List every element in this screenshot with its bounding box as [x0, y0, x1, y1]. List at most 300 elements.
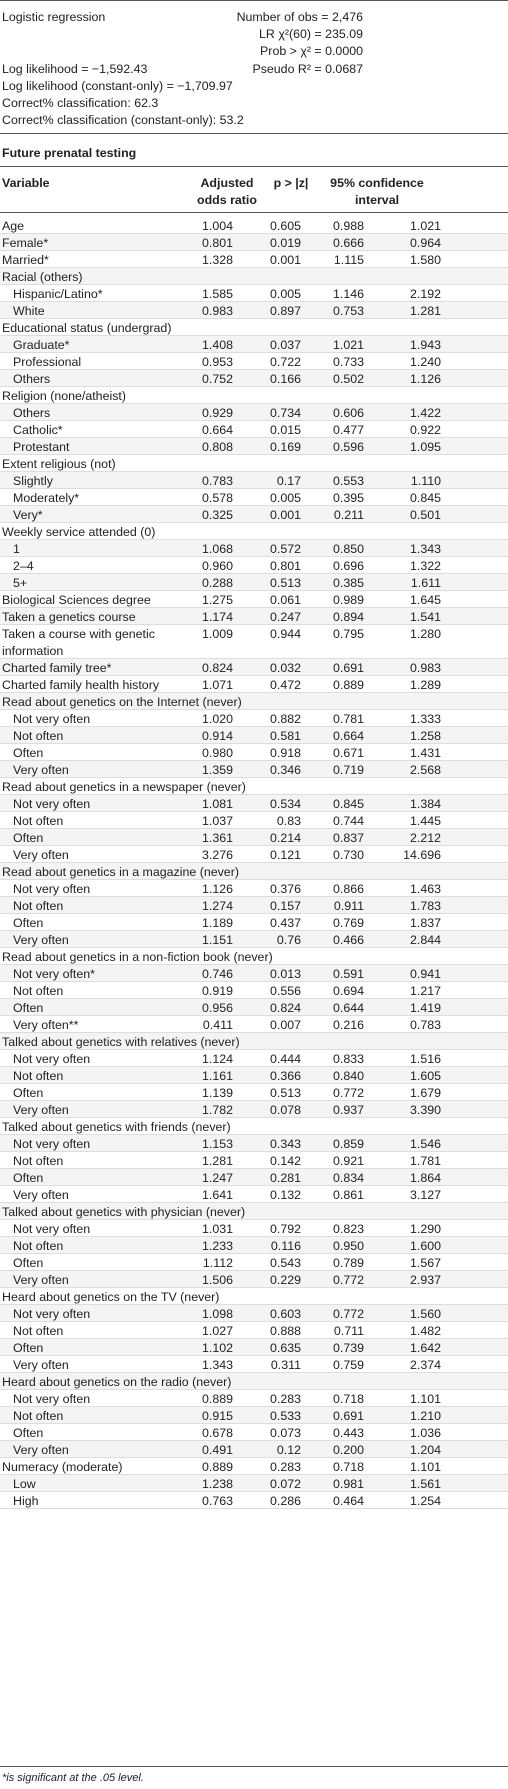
odds-ratio-cell: 0.288 [201, 576, 233, 590]
odds-ratio-cell: 0.411 [202, 1018, 233, 1032]
ci-lower-cell: 0.211 [333, 508, 364, 522]
p-value-cell: 0.073 [269, 1426, 301, 1440]
odds-ratio-cell: 1.233 [201, 1239, 233, 1253]
ci-lower-cell: 0.989 [332, 593, 364, 607]
row-label: Charted family health history [2, 678, 160, 692]
table-row [0, 285, 508, 302]
table-row [0, 710, 508, 727]
table-row [0, 693, 508, 710]
odds-ratio-cell: 0.808 [201, 440, 233, 454]
odds-ratio-cell: 0.889 [201, 1392, 233, 1406]
table-row [0, 880, 508, 897]
p-value-cell: 0.032 [269, 661, 301, 675]
odds-ratio-cell: 0.824 [201, 661, 233, 675]
ci-upper-cell: 1.095 [409, 440, 441, 454]
p-value-cell: 0.001 [269, 508, 301, 522]
p-value-cell: 0.792 [269, 1222, 301, 1236]
table-row [0, 404, 508, 421]
row-label: Read about genetics in a newspaper (never) [2, 780, 246, 794]
ci-upper-cell: 14.696 [403, 848, 441, 862]
header-p [262, 176, 320, 190]
ci-lower-cell: 0.866 [332, 882, 364, 896]
ci-lower-cell: 0.666 [332, 236, 364, 250]
ci-lower-cell: 1.146 [332, 287, 364, 301]
table-row [0, 302, 508, 319]
row-label: Age [2, 219, 25, 233]
row-label: Educational status (undergrad) [2, 321, 172, 335]
table-row [0, 778, 508, 795]
odds-ratio-cell: 1.009 [201, 627, 233, 641]
ci-lower-cell: 0.988 [332, 219, 364, 233]
ci-upper-cell: 1.281 [409, 304, 441, 318]
ci-lower-cell: 0.443 [332, 1426, 364, 1440]
odds-ratio-cell: 0.664 [201, 423, 233, 437]
ci-upper-cell: 1.217 [409, 984, 441, 998]
table-row [0, 1492, 508, 1509]
row-separator [0, 1508, 508, 1509]
ci-lower-cell: 0.711 [333, 1324, 364, 1338]
row-label: Very often [13, 848, 69, 862]
odds-ratio-cell: 0.960 [201, 559, 233, 573]
p-value-cell: 0.944 [269, 627, 301, 641]
p-value-cell: 0.169 [269, 440, 301, 454]
table-row [0, 1186, 508, 1203]
odds-ratio-cell: 0.914 [201, 729, 233, 743]
ci-upper-cell: 3.127 [409, 1188, 441, 1202]
table-row [0, 1356, 508, 1373]
odds-ratio-cell: 1.408 [201, 338, 233, 352]
p-value-cell: 0.283 [269, 1460, 301, 1474]
ci-lower-cell: 0.691 [332, 661, 364, 675]
odds-ratio-cell: 1.081 [201, 797, 233, 811]
ci-upper-cell: 1.541 [409, 610, 441, 624]
table-row [0, 812, 508, 829]
odds-ratio-cell: 1.071 [201, 678, 233, 692]
ci-lower-cell: 0.759 [332, 1358, 364, 1372]
row-label: Often [13, 746, 44, 760]
p-value-cell: 0.472 [269, 678, 301, 692]
ci-lower-cell: 1.115 [333, 253, 364, 267]
row-label: Slightly [13, 474, 53, 488]
p-value-cell: 0.311 [270, 1358, 301, 1372]
p-value-cell: 0.007 [269, 1018, 301, 1032]
p-value-cell: 0.001 [269, 253, 301, 267]
table-row [0, 1339, 508, 1356]
ci-upper-cell: 2.192 [409, 287, 441, 301]
p-value-cell: 0.005 [269, 491, 301, 505]
number-of-obs: Number of obs = 2,476 [236, 10, 363, 24]
odds-ratio-cell: 0.889 [201, 1460, 233, 1474]
ci-lower-cell: 0.691 [332, 1409, 364, 1423]
ci-upper-cell: 0.964 [409, 236, 441, 250]
ci-upper-cell: 1.289 [409, 678, 441, 692]
row-label: Talked about genetics with physician (never) [2, 1205, 246, 1219]
p-value-cell: 0.437 [269, 916, 301, 930]
odds-ratio-cell: 1.506 [201, 1273, 233, 1287]
odds-ratio-cell: 1.238 [201, 1477, 233, 1491]
ci-lower-cell: 0.850 [332, 542, 364, 556]
row-label: Low [13, 1477, 36, 1491]
ci-lower-cell: 0.861 [332, 1188, 364, 1202]
row-label: Married* [2, 253, 49, 267]
row-label: Often [13, 1256, 44, 1270]
ci-upper-cell: 2.568 [409, 763, 441, 777]
odds-ratio-cell: 1.343 [201, 1358, 233, 1372]
header-bottom-rule [0, 212, 508, 213]
odds-ratio-cell: 0.956 [201, 1001, 233, 1015]
table-row [0, 1424, 508, 1441]
row-label: Others [13, 406, 51, 420]
table-row [0, 370, 508, 387]
ci-lower-cell: 0.834 [332, 1171, 364, 1185]
odds-ratio-cell: 0.746 [201, 967, 233, 981]
ci-lower-cell: 0.772 [332, 1273, 364, 1287]
ci-upper-cell: 1.482 [409, 1324, 441, 1338]
row-label: Not often [13, 729, 64, 743]
p-value-cell: 0.513 [269, 576, 301, 590]
ci-upper-cell: 0.845 [409, 491, 441, 505]
row-label-continued: information [2, 644, 64, 658]
odds-ratio-cell: 1.585 [201, 287, 233, 301]
ci-lower-cell: 0.744 [332, 814, 364, 828]
ci-lower-cell: 0.753 [332, 304, 364, 318]
p-value-cell: 0.005 [269, 287, 301, 301]
model-type: Logistic regression [2, 10, 106, 24]
p-value-cell: 0.513 [269, 1086, 301, 1100]
ci-upper-cell: 1.290 [409, 1222, 441, 1236]
row-label: Talked about genetics with relatives (never) [2, 1035, 240, 1049]
table-row [0, 1084, 508, 1101]
table-row [0, 965, 508, 982]
ci-lower-cell: 0.464 [332, 1494, 364, 1508]
p-value-cell: 0.116 [270, 1239, 301, 1253]
table-row [0, 574, 508, 591]
odds-ratio-cell: 1.098 [201, 1307, 233, 1321]
ci-upper-cell: 0.783 [409, 1018, 441, 1032]
row-label: Moderately* [13, 491, 80, 505]
table-row [0, 1033, 508, 1050]
ci-lower-cell: 0.889 [332, 678, 364, 692]
p-value-cell: 0.281 [269, 1171, 301, 1185]
ci-upper-cell: 0.983 [409, 661, 441, 675]
row-label: Hispanic/Latino* [13, 287, 103, 301]
odds-ratio-cell: 0.678 [201, 1426, 233, 1440]
ci-upper-cell: 2.844 [409, 933, 441, 947]
row-label: Not very often [13, 882, 91, 896]
lr-chi2-text: LR χ²(60) = 235.09 [259, 27, 363, 41]
row-label: White [13, 304, 45, 318]
p-value-cell: 0.078 [269, 1103, 301, 1117]
row-label: Graduate* [13, 338, 70, 352]
table-row [0, 999, 508, 1016]
table-row [0, 761, 508, 778]
ci-upper-cell: 1.567 [409, 1256, 441, 1270]
row-label: Not very often [13, 1052, 91, 1066]
ci-lower-cell: 0.718 [332, 1460, 364, 1474]
p-value-cell: 0.037 [269, 338, 301, 352]
ci-lower-cell: 0.477 [332, 423, 364, 437]
table-row [0, 727, 508, 744]
ci-lower-cell: 0.671 [332, 746, 364, 760]
odds-ratio-cell: 1.031 [201, 1222, 233, 1236]
odds-ratio-cell: 1.112 [202, 1256, 233, 1270]
ci-upper-cell: 1.546 [409, 1137, 441, 1151]
odds-ratio-cell: 1.126 [201, 882, 233, 896]
row-label: Often [13, 916, 44, 930]
ci-lower-cell: 0.596 [332, 440, 364, 454]
ci-lower-cell: 0.553 [332, 474, 364, 488]
ci-upper-cell: 1.642 [409, 1341, 441, 1355]
pseudo-r2: Pseudo R² = 0.0687 [252, 62, 363, 76]
row-label: Extent religious (not) [2, 457, 116, 471]
ci-upper-cell: 1.254 [409, 1494, 441, 1508]
table-row [0, 897, 508, 914]
p-value-cell: 0.17 [276, 474, 301, 488]
p-value-cell: 0.12 [276, 1443, 301, 1457]
odds-ratio-cell: 1.275 [201, 593, 233, 607]
ci-upper-cell: 1.204 [409, 1443, 441, 1457]
row-label: Often [13, 1001, 44, 1015]
row-label: Religion (none/atheist) [2, 389, 126, 403]
p-value-cell: 0.897 [269, 304, 301, 318]
row-label: Not very often [13, 712, 91, 726]
ci-upper-cell: 1.101 [409, 1392, 441, 1406]
row-label: Not very often [13, 797, 91, 811]
table-row [0, 1067, 508, 1084]
table-row [0, 1169, 508, 1186]
p-value-cell: 0.214 [269, 831, 301, 845]
odds-ratio-cell: 0.980 [201, 746, 233, 760]
header-top-rule [0, 166, 508, 167]
row-label: Not often [13, 1154, 64, 1168]
ci-lower-cell: 0.200 [332, 1443, 364, 1457]
p-value-cell: 0.882 [269, 712, 301, 726]
row-label: Very often [13, 1358, 69, 1372]
p-value-cell: 0.801 [269, 559, 301, 573]
table-row [0, 744, 508, 761]
table-row [0, 455, 508, 472]
odds-ratio-cell: 0.915 [201, 1409, 233, 1423]
row-label: Biological Sciences degree [2, 593, 151, 607]
odds-ratio-cell: 1.247 [201, 1171, 233, 1185]
odds-ratio-cell: 0.578 [201, 491, 233, 505]
ci-lower-cell: 0.718 [332, 1392, 364, 1406]
ci-upper-cell: 1.036 [409, 1426, 441, 1440]
table-row [0, 234, 508, 251]
odds-ratio-cell: 1.161 [201, 1069, 233, 1083]
table-row [0, 1441, 508, 1458]
table-row [0, 1203, 508, 1220]
table-row [0, 1305, 508, 1322]
table-row [0, 1220, 508, 1237]
row-label: Catholic* [13, 423, 63, 437]
ci-upper-cell: 1.605 [409, 1069, 441, 1083]
odds-ratio-cell: 1.359 [201, 763, 233, 777]
odds-ratio-cell: 1.027 [201, 1324, 233, 1338]
row-label: 5+ [13, 576, 28, 590]
odds-ratio-cell: 1.068 [201, 542, 233, 556]
correct-classification-constant: Correct% classification (constant-only): 53.2 [2, 113, 244, 127]
table-row [0, 1322, 508, 1339]
table-row [0, 557, 508, 574]
row-label: Read about genetics in a non-fiction book (never) [2, 950, 273, 964]
p-value-cell: 0.343 [269, 1137, 301, 1151]
table-row [0, 1254, 508, 1271]
table-row [0, 1475, 508, 1492]
p-value-cell: 0.824 [269, 1001, 301, 1015]
summary-bottom-rule [0, 133, 508, 134]
row-label: Others [13, 372, 51, 386]
row-label: Not often [13, 984, 64, 998]
table-row [0, 319, 508, 336]
row-label: Often [13, 1341, 44, 1355]
ci-lower-cell: 0.823 [332, 1222, 364, 1236]
row-label: Taken a genetics course [2, 610, 136, 624]
row-label: Taken a course with genetic [2, 627, 155, 641]
ci-upper-cell: 0.941 [409, 967, 441, 981]
odds-ratio-cell: 1.641 [201, 1188, 233, 1202]
prob-chi2: Prob > χ² = 0.0000 [260, 44, 363, 58]
table-row [0, 948, 508, 965]
p-value-cell: 0.157 [269, 899, 301, 913]
p-value-cell: 0.581 [269, 729, 301, 743]
table-row [0, 421, 508, 438]
table-row [0, 387, 508, 404]
odds-ratio-cell: 0.929 [201, 406, 233, 420]
row-label: Often [13, 831, 44, 845]
ci-lower-cell: 0.789 [332, 1256, 364, 1270]
row-label: High [13, 1494, 39, 1508]
ci-upper-cell: 1.021 [409, 219, 441, 233]
row-label: Not very often [13, 1137, 91, 1151]
table-row [0, 1458, 508, 1475]
table-row [0, 1373, 508, 1390]
ci-upper-cell: 1.516 [409, 1052, 441, 1066]
table-row [0, 863, 508, 880]
ci-lower-cell: 0.696 [332, 559, 364, 573]
p-value-cell: 0.572 [269, 542, 301, 556]
table-row [0, 1135, 508, 1152]
ci-upper-cell: 1.322 [409, 559, 441, 573]
p-value-cell: 0.166 [269, 372, 301, 386]
row-label: Female* [2, 236, 49, 250]
ci-lower-cell: 0.833 [332, 1052, 364, 1066]
p-value-cell: 0.142 [269, 1154, 301, 1168]
odds-ratio-cell: 0.491 [201, 1443, 233, 1457]
odds-ratio-cell: 0.801 [201, 236, 233, 250]
row-label: Racial (others) [2, 270, 83, 284]
p-value-cell: 0.734 [269, 406, 301, 420]
p-value-cell: 0.019 [269, 236, 301, 250]
odds-ratio-cell: 1.004 [201, 219, 233, 233]
p-value-cell: 0.556 [269, 984, 301, 998]
row-label: 1 [13, 542, 20, 556]
p-value-cell: 0.283 [269, 1392, 301, 1406]
p-value-cell: 0.76 [276, 933, 301, 947]
ci-lower-cell: 0.769 [332, 916, 364, 930]
p-value-cell: 0.603 [269, 1307, 301, 1321]
ci-lower-cell: 0.719 [332, 763, 364, 777]
row-label: Heard about genetics on the radio (never) [2, 1375, 232, 1389]
p-value-cell: 0.366 [269, 1069, 301, 1083]
ci-lower-cell: 0.840 [332, 1069, 364, 1083]
table-row [0, 846, 508, 863]
row-label: Very often [13, 1103, 69, 1117]
ci-upper-cell: 1.611 [410, 576, 441, 590]
row-label: Heard about genetics on the TV (never) [2, 1290, 220, 1304]
row-label: Read about genetics on the Internet (never) [2, 695, 242, 709]
table-row [0, 1390, 508, 1407]
p-value-cell: 0.918 [269, 746, 301, 760]
ci-upper-cell: 2.374 [409, 1358, 441, 1372]
ci-lower-cell: 0.772 [332, 1307, 364, 1321]
ci-upper-cell: 1.600 [409, 1239, 441, 1253]
p-value-cell: 0.229 [269, 1273, 301, 1287]
odds-ratio-cell: 0.763 [201, 1494, 233, 1508]
ci-upper-cell: 1.645 [409, 593, 441, 607]
odds-ratio-cell: 1.361 [201, 831, 233, 845]
row-label: Often [13, 1426, 44, 1440]
table-row [0, 1016, 508, 1033]
header-ci-line2: interval [354, 193, 400, 207]
row-label: Very often [13, 763, 69, 777]
table-row [0, 1118, 508, 1135]
p-value-cell: 0.83 [276, 814, 301, 828]
ci-upper-cell: 1.580 [409, 253, 441, 267]
table-row [0, 489, 508, 506]
ci-upper-cell: 1.240 [409, 355, 441, 369]
ci-lower-cell: 0.981 [332, 1477, 364, 1491]
header-or-line2: odds ratio [197, 193, 257, 207]
odds-ratio-cell: 1.102 [201, 1341, 233, 1355]
ci-lower-cell: 0.664 [332, 729, 364, 743]
row-label: Not often [13, 1324, 64, 1338]
ci-upper-cell: 1.781 [409, 1154, 441, 1168]
row-label: Often [13, 1086, 44, 1100]
odds-ratio-cell: 1.782 [201, 1103, 233, 1117]
row-label: Not often [13, 1409, 64, 1423]
header-or-line1: Adjusted [200, 176, 254, 190]
odds-ratio-cell: 1.189 [201, 916, 233, 930]
p-value-cell: 0.061 [269, 593, 301, 607]
ci-lower-cell: 0.845 [332, 797, 364, 811]
ci-lower-cell: 0.591 [332, 967, 364, 981]
table-row [0, 829, 508, 846]
odds-ratio-cell: 1.124 [201, 1052, 233, 1066]
row-label: Very often [13, 1188, 69, 1202]
table-row [0, 438, 508, 455]
ci-upper-cell: 0.922 [409, 423, 441, 437]
p-value-cell: 0.722 [269, 355, 301, 369]
table-row [0, 540, 508, 557]
odds-ratio-cell: 1.151 [201, 933, 233, 947]
log-likelihood-constant: Log likelihood (constant-only) = −1,709.97 [2, 79, 233, 93]
odds-ratio-cell: 0.919 [201, 984, 233, 998]
ci-upper-cell: 1.463 [409, 882, 441, 896]
ci-lower-cell: 0.385 [332, 576, 364, 590]
lr-chi2 [259, 27, 363, 41]
ci-upper-cell: 1.679 [409, 1086, 441, 1100]
ci-upper-cell: 2.937 [409, 1273, 441, 1287]
p-value-cell: 0.286 [269, 1494, 301, 1508]
ci-upper-cell: 1.422 [409, 406, 441, 420]
row-label: Charted family tree* [2, 661, 112, 675]
ci-upper-cell: 1.431 [409, 746, 441, 760]
correct-classification: Correct% classification: 62.3 [2, 96, 159, 110]
ci-lower-cell: 0.781 [332, 712, 364, 726]
ci-upper-cell: 1.343 [409, 542, 441, 556]
odds-ratio-cell: 1.139 [201, 1086, 233, 1100]
